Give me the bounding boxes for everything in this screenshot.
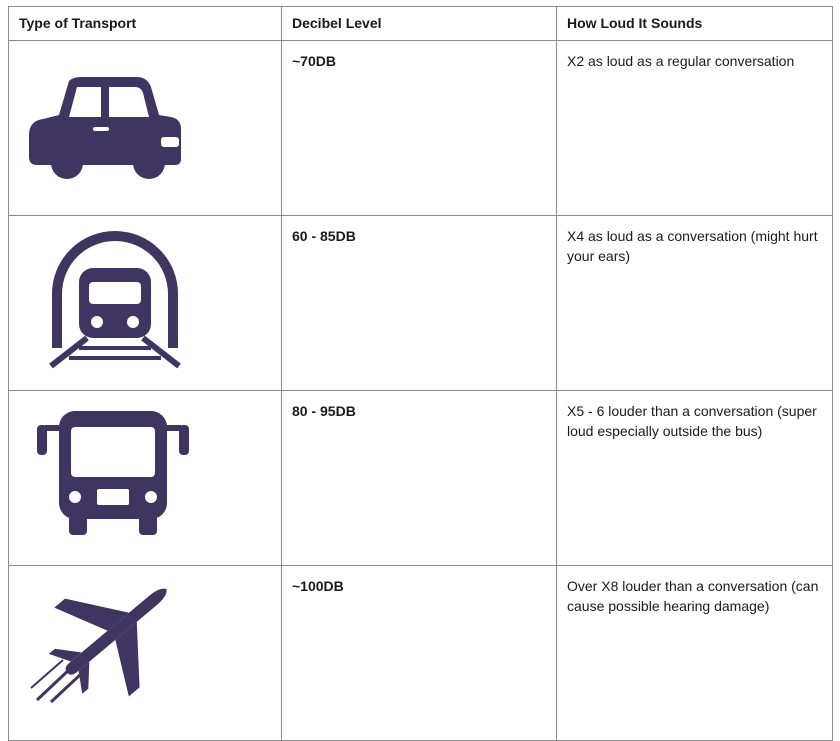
transport-cell: [9, 566, 282, 741]
transport-noise-table: [8, 6, 833, 741]
decibel-level-cell: 60 - 85DB: [282, 216, 557, 391]
transport-cell: [9, 391, 282, 566]
header-type-of-transport: Type of Transport: [9, 7, 282, 41]
transport-cell: [9, 216, 282, 391]
how-loud-cell: X5 - 6 louder than a conversation (super loud especially outside the bus): [557, 391, 833, 566]
bus-icon: [33, 403, 193, 543]
table-row: [9, 41, 833, 216]
decibel-level-cell: 80 - 95DB: [282, 391, 557, 566]
decibel-level-cell: ~100DB: [282, 566, 557, 741]
header-row: [9, 7, 833, 41]
table-row: [9, 216, 833, 391]
table-row: [9, 391, 833, 566]
header-how-loud: How Loud It Sounds: [557, 7, 833, 41]
how-loud-cell: Over X8 louder than a conversation (can cause possible hearing damage): [557, 566, 833, 741]
table-row: [9, 566, 833, 741]
train-icon: [45, 230, 185, 370]
decibel-level-cell: ~70DB: [282, 41, 557, 216]
header-decibel-level: Decibel Level: [282, 7, 557, 41]
transport-cell: [9, 41, 282, 216]
how-loud-cell: X4 as loud as a conversation (might hurt your ears): [557, 216, 833, 391]
how-loud-cell: X2 as loud as a regular conversation: [557, 41, 833, 216]
car-icon: [25, 75, 185, 185]
airplane-icon: [25, 576, 175, 706]
